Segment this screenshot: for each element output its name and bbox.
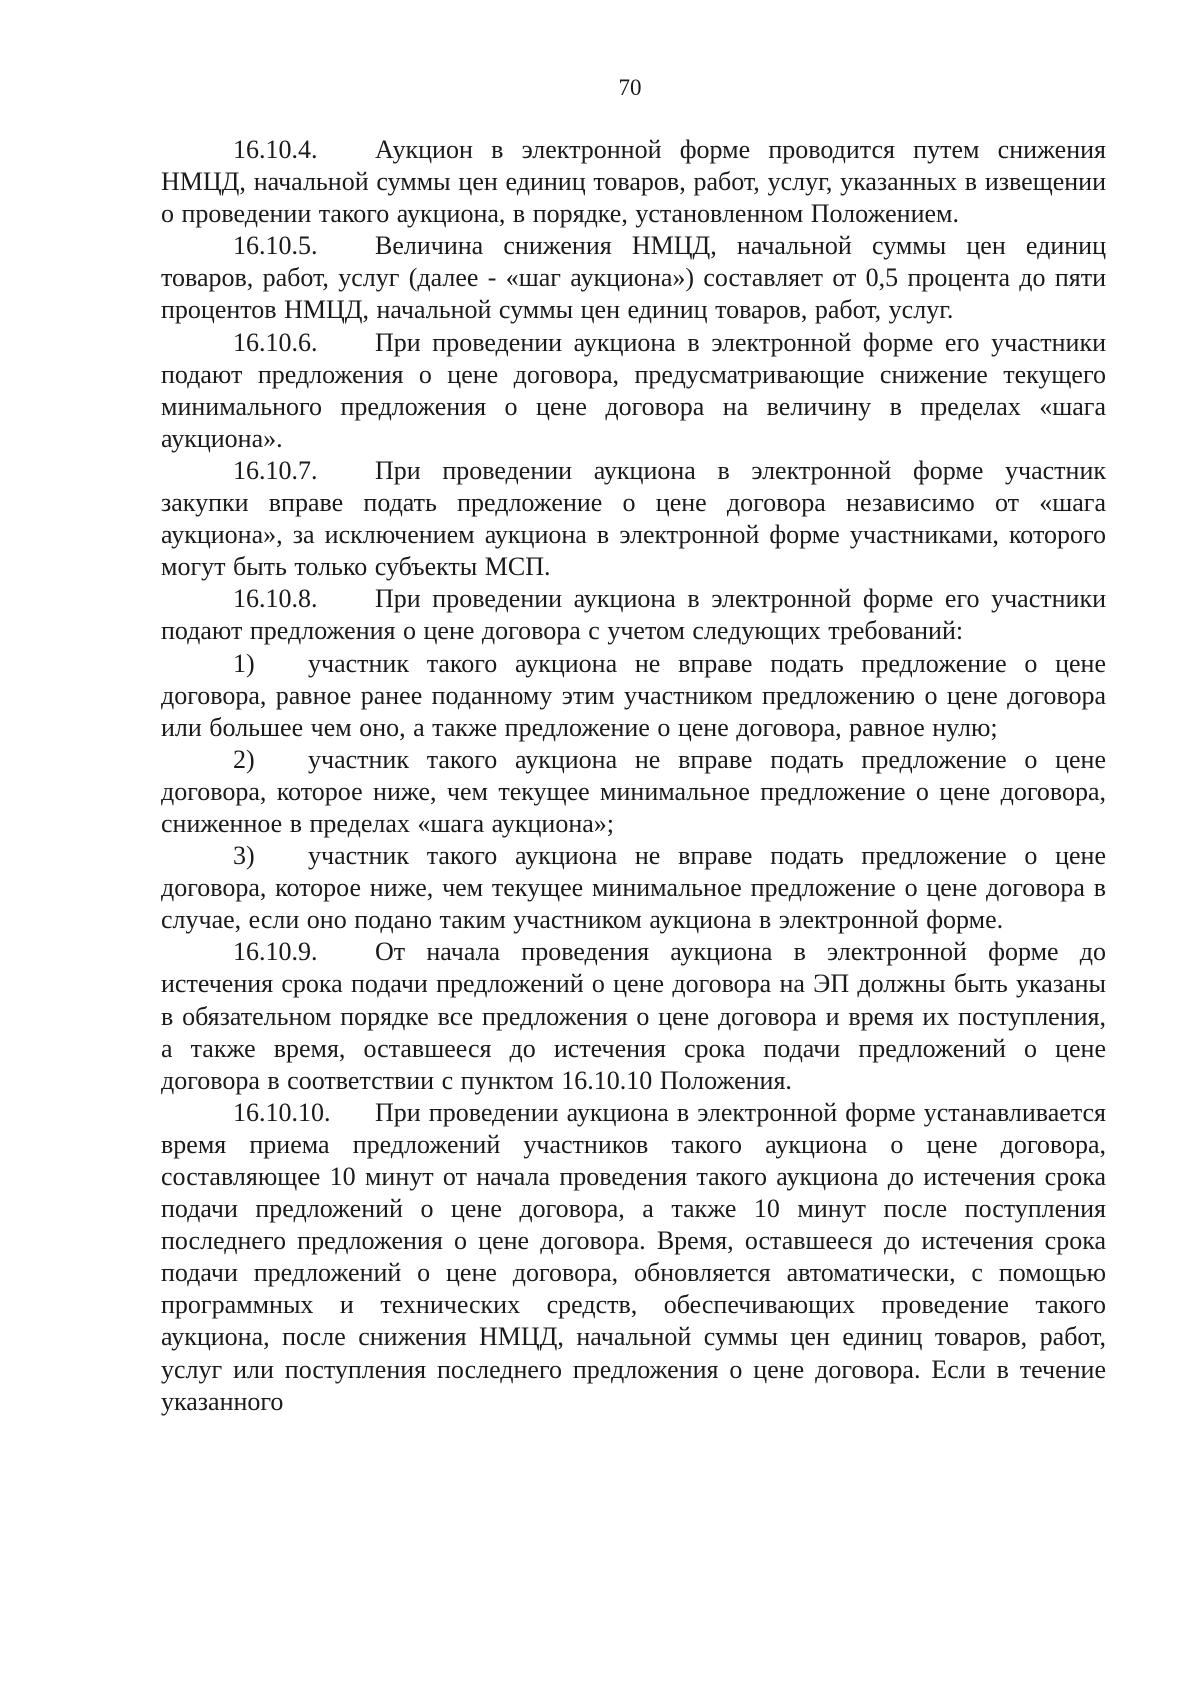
paragraph-16-10-8 (161, 583, 1106, 647)
paragraph-text: Величина снижения НМЦД, начальной суммы цен единиц товаров, работ, услуг (далее - «шаг аукциона») составляет от 0,5 процента до пяти процентов НМЦД, начальной суммы цен единиц товаров, работ, услуг. (161, 231, 1106, 325)
list-item-3 (161, 840, 1106, 936)
paragraph-text: При проведении аукциона в электронной форме устанавливается время приема предложений участников такого аукциона о цене договора, составляющее 10 минут от начала проведения такого аукциона до истечения срока подачи предложений о цене договора, а также 10 минут после поступления последнего предложения о цене договора. Время, оставшееся до истечения срока подачи предложений о цене договора, обновляется автоматически, с помощью программных и технических средств, обеспечивающих проведение такого аукциона, после снижения НМЦД, начальной суммы цен единиц товаров, работ, услуг или поступления последнего предложения о цене договора. Если в течение указанного (161, 1097, 1106, 1416)
list-number: 3) (233, 841, 255, 871)
paragraph-16-10-5 (161, 230, 1106, 326)
clause-number: 16.10.9. (233, 937, 318, 967)
clause-number: 16.10.7. (233, 455, 318, 485)
list-item-1 (161, 648, 1106, 744)
list-item-text: участник такого аукциона не вправе подать предложение о цене договора, равное ранее поданному этим участником предложению о цене договора или большее чем оно, а также предложение о цене договора, равное нулю; (161, 648, 1106, 742)
paragraph-16-10-4 (161, 134, 1106, 230)
paragraph-text: При проведении аукциона в электронной форме его участники подают предложения о цене договора, предусматривающие снижение текущего минимального предложения о цене договора на величину в пределах «шага аукциона». (161, 327, 1106, 453)
clause-number: 16.10.6. (233, 327, 318, 357)
paragraph-text: При проведении аукциона в электронной форме его участники подают предложения о цене договора с учетом следующих требований: (161, 584, 1106, 646)
list-item-text: участник такого аукциона не вправе подать предложение о цене договора, которое ниже, чем текущее минимальное предложение о цене договора в случае, если оно подано таким участником аукциона в электронной форме. (161, 841, 1106, 935)
paragraph-text: От начала проведения аукциона в электронной форме до истечения срока подачи предложений о цене договора на ЭП должны быть указаны в обязательном порядке все предложения о цене договора и время их поступления, а также время, оставшееся до истечения срока подачи предложений о цене договора в соответствии с пунктом 16.10.10 Положения. (161, 937, 1106, 1095)
clause-number: 16.10.8. (233, 584, 318, 614)
list-number: 2) (233, 744, 255, 774)
clause-number: 16.10.5. (233, 231, 318, 261)
list-item-2 (161, 744, 1106, 840)
clause-number: 16.10.10. (233, 1097, 331, 1127)
clause-number: 16.10.4. (233, 135, 318, 164)
list-item-text: участник такого аукциона не вправе подать предложение о цене договора, которое ниже, чем текущее минимальное предложение о цене договора, сниженное в пределах «шага аукциона»; (161, 744, 1106, 838)
paragraph-16-10-9 (161, 936, 1106, 1096)
list-number: 1) (233, 648, 255, 678)
paragraph-16-10-6 (161, 327, 1106, 455)
paragraph-16-10-10 (161, 1097, 1106, 1418)
paragraph-text: Аукцион в электронной форме проводится путем снижения НМЦД, начальной суммы цен единиц товаров, работ, услуг, указанных в извещении о проведении такого аукциона, в порядке, установленном Положением. (161, 135, 1106, 229)
document-body (161, 134, 1106, 1418)
paragraph-text: При проведении аукциона в электронной форме участник закупки вправе подать предложение о цене договора независимо от «шага аукциона», за исключением аукциона в электронной форме участниками, которого могут быть только субъекты МСП. (161, 455, 1106, 582)
paragraph-16-10-7 (161, 455, 1106, 583)
page-number: 70 (618, 75, 642, 100)
